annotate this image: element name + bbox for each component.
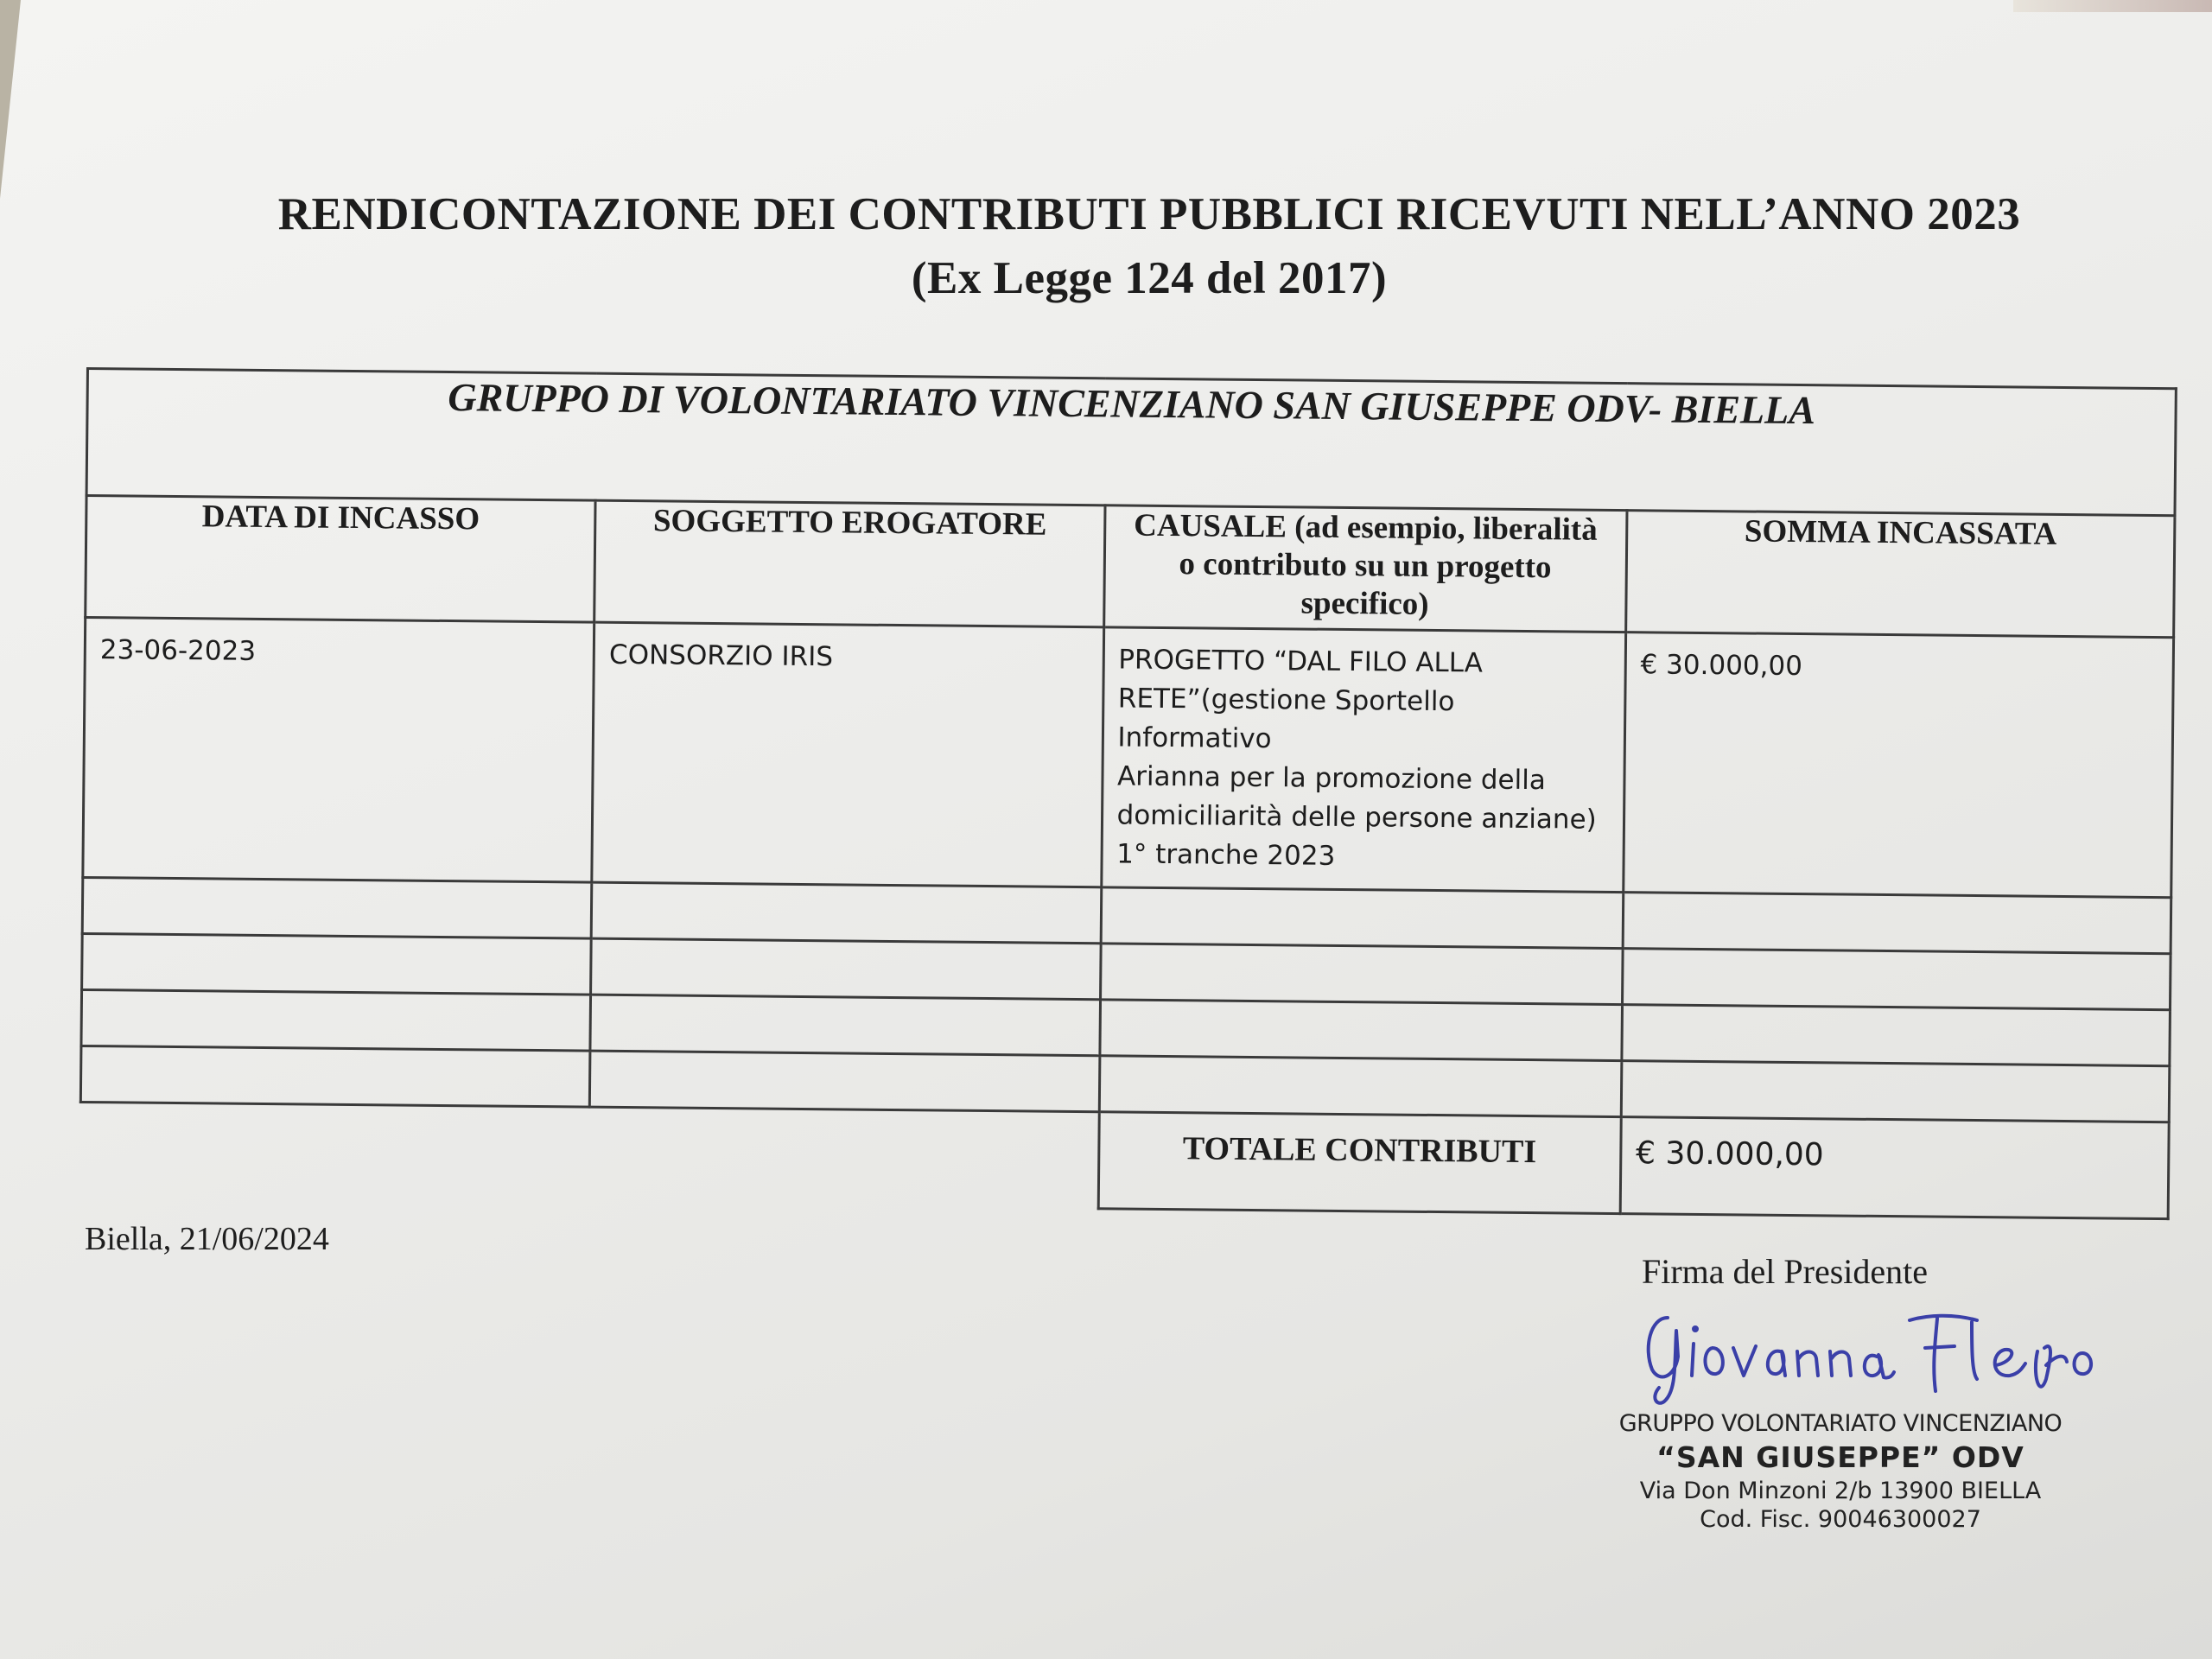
header-amount: SOMMA INCASSATA xyxy=(1625,511,2175,638)
reason-line: RETE”(gestione Sportello Informativo xyxy=(1117,683,1455,755)
stamp-line: “SAN GIUSEPPE” ODV xyxy=(1656,1440,2024,1474)
cell-amount: € 30.000,00 xyxy=(1624,632,2174,898)
organization-name: GRUPPO DI VOLONTARIATO VINCENZIANO SAN GIUSEPPE ODV- BIELLA xyxy=(86,369,2176,516)
total-value: € 30.000,00 xyxy=(1620,1117,2169,1219)
organization-row xyxy=(86,369,2176,516)
handwritten-signature xyxy=(1633,1296,2117,1408)
total-row xyxy=(79,1102,2169,1218)
header-donor: SOGGETTO EROGATORE xyxy=(594,500,1105,627)
header-reason: CAUSALE (ad esempio, liberalità o contributo su un progetto specifico) xyxy=(1103,505,1627,632)
reason-line: Arianna per la promozione della xyxy=(1116,760,1546,797)
reason-line: PROGETTO “DAL FILO ALLA xyxy=(1118,644,1484,679)
signature-caption: Firma del Presidente xyxy=(1642,1252,1929,1291)
background-corner xyxy=(0,0,21,199)
contributions-table xyxy=(79,367,2177,1220)
reason-line: domiciliarità delle persone anziane) xyxy=(1116,799,1597,836)
cell-donor: CONSORZIO IRIS xyxy=(592,622,1103,887)
stamp-line: Via Don Minzoni 2/b 13900 BIELLA xyxy=(1639,1478,2042,1504)
table-row xyxy=(83,618,2174,898)
cell-date: 23-06-2023 xyxy=(83,618,594,883)
reason-line: 1° tranche 2023 xyxy=(1116,838,1336,872)
organization-stamp xyxy=(1599,1410,2082,1533)
header-row xyxy=(86,496,2175,638)
cell-reason xyxy=(1101,627,1625,893)
place-date: Biella, 21/06/2024 xyxy=(85,1221,329,1257)
document-subtitle: (Ex Legge 124 del 2017) xyxy=(911,253,1388,303)
stamp-line: Cod. Fisc. 90046300027 xyxy=(1700,1506,1981,1533)
total-label: TOTALE CONTRIBUTI xyxy=(1098,1112,1621,1214)
stamp-line: GRUPPO VOLONTARIATO VINCENZIANO xyxy=(1618,1410,2063,1437)
header-date: DATA DI INCASSO xyxy=(86,496,596,623)
background-edge xyxy=(2013,0,2212,12)
document-title: RENDICONTAZIONE DEI CONTRIBUTI PUBBLICI RICEVUTI NELL’ANNO 2023 xyxy=(277,189,2021,239)
